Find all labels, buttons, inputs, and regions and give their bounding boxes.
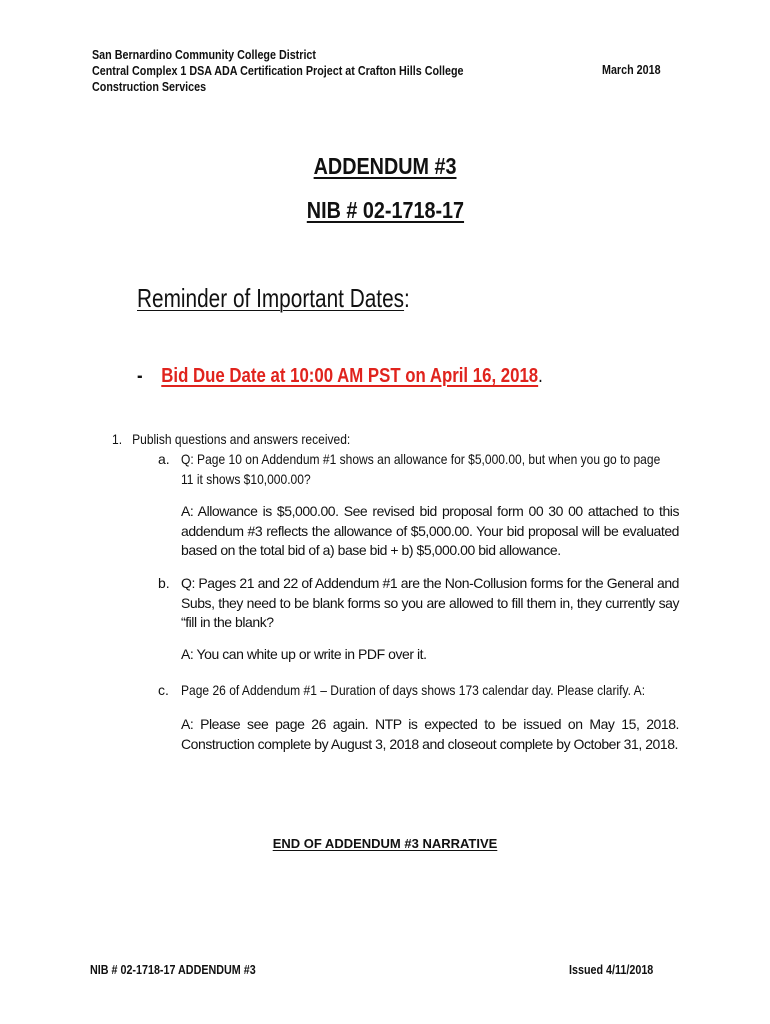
question-c: Page 26 of Addendum #1 – Duration of days shows 173 calendar day. Please clarify. A: bbox=[181, 682, 646, 698]
bid-due-line: - Bid Due Date at 10:00 AM PST on April 16, 2018. bbox=[137, 365, 543, 387]
document-header bbox=[92, 47, 524, 95]
addendum-title: ADDENDUM #3 bbox=[313, 153, 457, 179]
bid-due-date: Bid Due Date at 10:00 AM PST on April 16, 2018 bbox=[161, 365, 539, 387]
answer-c: A: Please see page 26 again. NTP is expected to be issued on May 15, 2018. Construction complete by August 3, 2018 and closeout complete by October 31, 2018. bbox=[181, 716, 679, 752]
footer-nib: NIB # 02-1718-17 ADDENDUM #3 bbox=[90, 963, 256, 977]
header-department: Construction Services bbox=[92, 80, 207, 94]
list-number: 1. bbox=[112, 431, 123, 447]
reminder-heading: Reminder of Important Dates: bbox=[137, 283, 410, 313]
header-date: March 2018 bbox=[602, 63, 661, 77]
sub-marker-b: b. bbox=[158, 575, 170, 591]
answer-a: A: Allowance is $5,000.00. See revised bid proposal form 00 30 00 attached to this addendum #3 reflects the allowance of $5,000.00. Your bid proposal will be evaluated based on the total bid of a) base bid + b) $5,000.00 bid allowance. bbox=[181, 503, 679, 558]
question-a: Q: Page 10 on Addendum #1 shows an allowance for $5,000.00, but when you go to page 11 it shows $10,000.00? bbox=[181, 451, 661, 487]
question-b: Q: Pages 21 and 22 of Addendum #1 are the Non-Collusion forms for the General and Subs, they need to be blank forms so you are allowed to fill them in, they currently say “fill in the blank? bbox=[181, 575, 679, 630]
footer-issued-date: Issued 4/11/2018 bbox=[569, 963, 654, 977]
end-of-addendum: END OF ADDENDUM #3 NARRATIVE bbox=[272, 836, 498, 851]
nib-title: NIB # 02-1718-17 bbox=[306, 197, 464, 223]
list-item-text: Publish questions and answers received: bbox=[132, 431, 351, 447]
header-project: Central Complex 1 DSA ADA Certification Project at Crafton Hills College bbox=[92, 64, 464, 78]
bullet-dash: - bbox=[137, 365, 143, 387]
sub-marker-c: c. bbox=[158, 682, 169, 698]
header-district: San Bernardino Community College District bbox=[92, 48, 317, 62]
list-item-1 bbox=[112, 431, 389, 447]
sub-marker-a: a. bbox=[158, 451, 170, 467]
answer-b: A: You can white up or write in PDF over it. bbox=[181, 646, 427, 662]
